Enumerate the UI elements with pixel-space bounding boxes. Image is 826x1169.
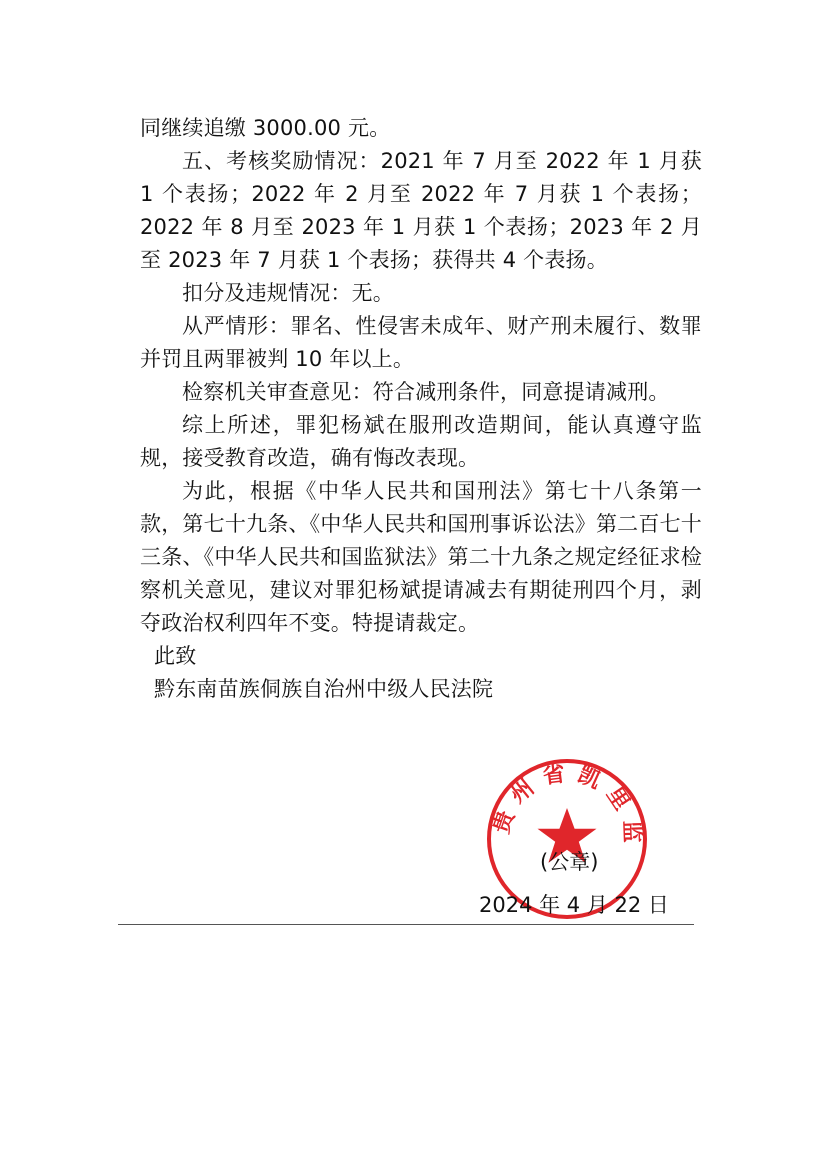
- paragraph-strict-circumstances: 从严情形：罪名、性侵害未成年、财产刑未履行、数罪并罚且两罪被判 10 年以上。: [140, 314, 702, 371]
- seal-label: (公章): [540, 850, 599, 874]
- paragraph-rewards: 五、考核奖励情况：2021 年 7 月至 2022 年 1 月获 1 个表扬；2022 年 2 月至 2022 年 7 月获 1 个表扬；2022 年 8 月至 2023 年 1 月获 1 个表扬；2023 年 2 月至 2023 年 7 月获 1 个表扬；获得共 4 个表扬。: [140, 149, 702, 272]
- seal-arc-text: 贵州省凯里监: [488, 759, 646, 854]
- paragraph-proposal: 为此，根据《中华人民共和国刑法》第七十八条第一款，第七十九条、《中华人民共和国刑事诉讼法》第二百七十三条、《中华人民共和国监狱法》第二十九条之规定经征求检察机关意见，建议对罪犯杨斌提请减去有期徒刑四个月，剥夺政治权利四年不变。特提请裁定。: [140, 479, 702, 635]
- paragraph-procuratorate-opinion: 检察机关审查意见：符合减刑条件，同意提请减刑。: [182, 380, 670, 404]
- document-date: 2024 年 4 月 22 日: [479, 893, 669, 917]
- footer-divider: [118, 924, 694, 925]
- paragraph-recovery: 同继续追缴 3000.00 元。: [140, 116, 391, 140]
- recipient-court: 黔东南苗族侗族自治州中级人民法院: [154, 677, 494, 701]
- salutation: 此致: [154, 644, 197, 668]
- document-body: [140, 112, 702, 706]
- paragraph-summary: 综上所述，罪犯杨斌在服刑改造期间，能认真遵守监规，接受教育改造，确有悔改表现。: [140, 413, 702, 470]
- paragraph-violations: 扣分及违规情况：无。: [182, 281, 394, 305]
